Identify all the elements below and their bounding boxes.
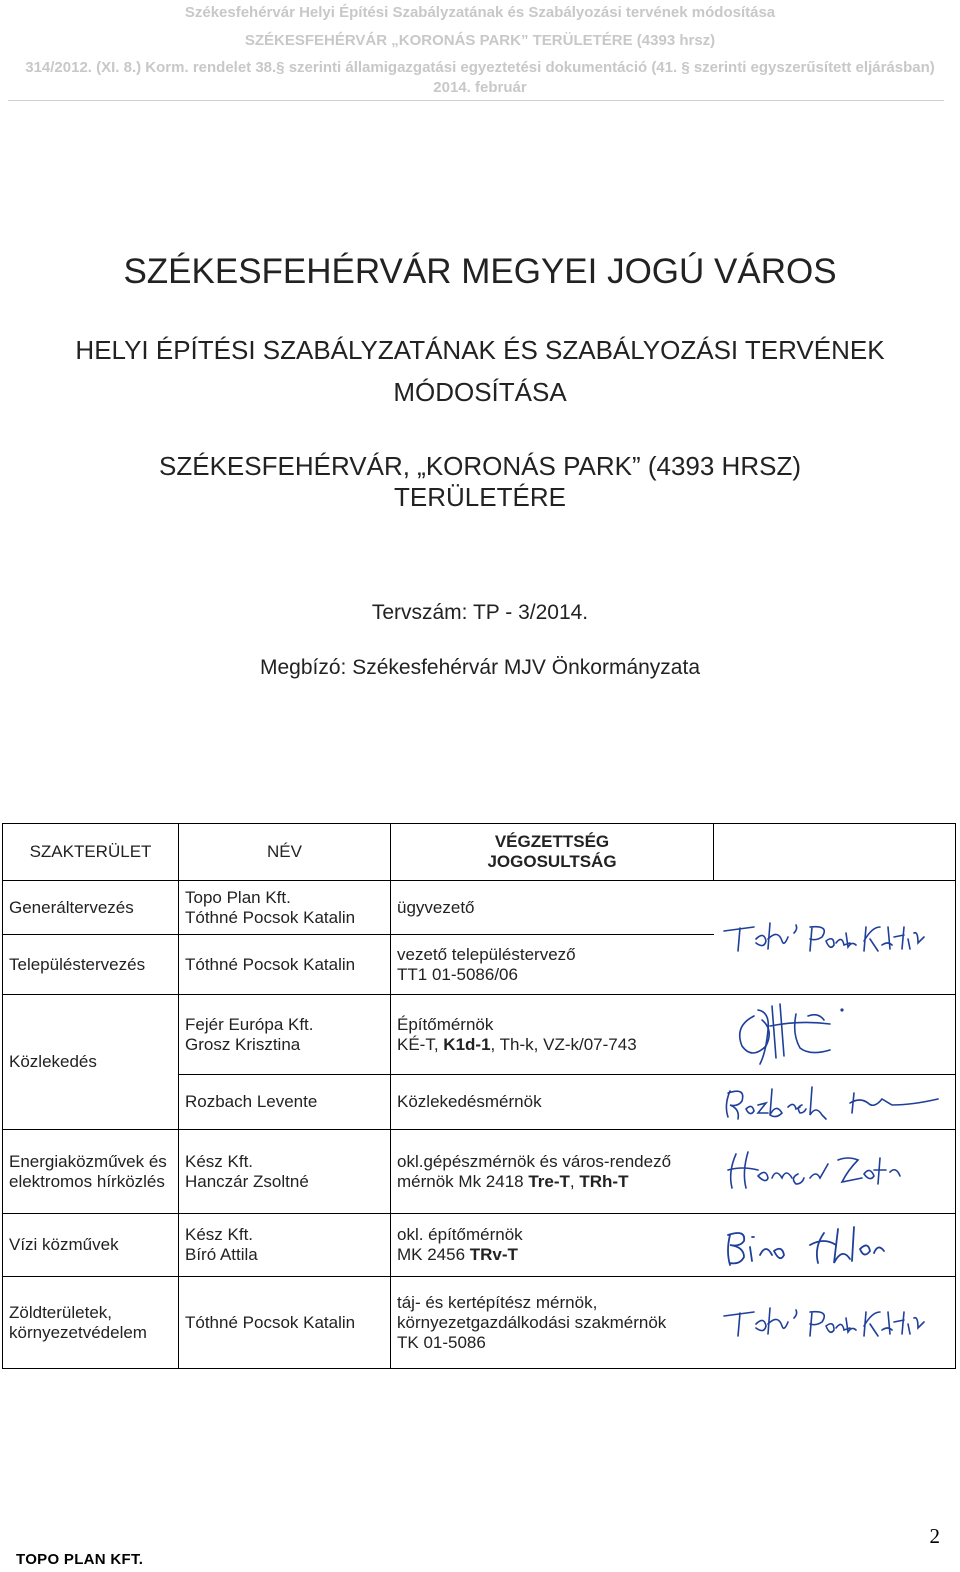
plan-number: Tervszám: TP - 3/2014. bbox=[371, 601, 589, 624]
header-divider bbox=[8, 100, 944, 101]
qual-line: TT1 01-5086/06 bbox=[397, 964, 518, 984]
page-number: 2 bbox=[929, 1524, 940, 1548]
field-line: környezetvédelem bbox=[9, 1322, 147, 1342]
field-line: Energiaközművek és bbox=[9, 1151, 167, 1171]
field-line: elektromos hírközlés bbox=[9, 1171, 165, 1191]
qual-line: okl. építőmérnök bbox=[397, 1225, 523, 1244]
signature-cell bbox=[714, 1130, 956, 1214]
signature-cell bbox=[714, 1214, 956, 1277]
qual-line: okl.gépészmérnök és város-rendező bbox=[397, 1151, 672, 1171]
cell-field: Generáltervezés bbox=[3, 881, 179, 935]
cell-qualification bbox=[391, 995, 714, 1075]
qual-line: vezető településtervező bbox=[397, 944, 576, 964]
client: Megbízó: Székesfehérvár MJV Önkormányzata bbox=[259, 656, 700, 679]
qual-line bbox=[397, 1172, 708, 1192]
table-row bbox=[3, 995, 956, 1075]
header-line-3: 314/2012. (XI. 8.) Korm. rendelet 38.§ szerinti államigazgatási egyeztetési dokumentáció (41. § szerinti egyszerűsített eljárásban) bbox=[25, 59, 935, 76]
staff-table bbox=[2, 823, 956, 1369]
signature-cell bbox=[714, 995, 956, 1075]
cell-name: Tóthné Pocsok Katalin bbox=[179, 935, 391, 995]
qual-text: , bbox=[569, 1171, 580, 1191]
cell-field: Településtervezés bbox=[3, 935, 179, 995]
footer-company: TOPO PLAN KFT. bbox=[16, 1551, 144, 1568]
cell-name bbox=[179, 995, 391, 1075]
cell-qualification: ügyvezető bbox=[391, 881, 714, 935]
qual-text: MK 2456 bbox=[397, 1245, 470, 1264]
subtitle-line-2: MÓDOSÍTÁSA bbox=[393, 377, 567, 407]
cell-field: Közlekedés bbox=[3, 995, 179, 1130]
cell-qualification bbox=[391, 935, 714, 995]
table-row bbox=[3, 1130, 956, 1214]
cell-qualification bbox=[391, 1277, 714, 1369]
table-row bbox=[3, 881, 956, 935]
name-line: Topo Plan Kft. bbox=[185, 887, 291, 907]
area-title-line-2: TERÜLETÉRE bbox=[394, 482, 566, 512]
cell-field bbox=[3, 1130, 179, 1214]
signature-cell bbox=[714, 1075, 956, 1130]
name-line: Fejér Európa Kft. bbox=[185, 1014, 314, 1034]
cell-field bbox=[3, 1277, 179, 1369]
header-line-4: 2014. február bbox=[433, 79, 527, 96]
qual-line: TK 01-5086 bbox=[397, 1332, 486, 1352]
cell-name: Rozbach Levente bbox=[179, 1075, 391, 1130]
city-title: SZÉKESFEHÉRVÁR MEGYEI JOGÚ VÁROS bbox=[123, 252, 837, 291]
header-signature bbox=[714, 824, 956, 881]
name-line: Kész Kft. bbox=[185, 1225, 254, 1244]
signature-grosz bbox=[714, 996, 954, 1074]
header-line-1: Székesfehérvár Helyi Építési Szabályzatának és Szabályozási tervének módosítása bbox=[184, 4, 776, 21]
table-row bbox=[3, 1214, 956, 1277]
subtitle-line-1: HELYI ÉPÍTÉSI SZABÁLYZATÁNAK ÉS SZABÁLYOZÁSI TERVÉNEK bbox=[75, 335, 885, 365]
header-line-2: SZÉKESFEHÉRVÁR „KORONÁS PARK” TERÜLETÉRE (4393 hrsz) bbox=[244, 32, 716, 49]
cell-qualification: Közlekedésmérnök bbox=[391, 1075, 714, 1130]
qual-code: Tre-T bbox=[528, 1171, 570, 1191]
cell-qualification bbox=[391, 1130, 714, 1214]
header-qual-line-2: JOGOSULTSÁG bbox=[487, 852, 617, 871]
signature-hanczar bbox=[714, 1142, 954, 1202]
signature-tothne-1 bbox=[714, 913, 954, 963]
field-line: Zöldterületek, bbox=[9, 1302, 112, 1322]
signature-cell bbox=[714, 1277, 956, 1369]
qual-code: TRh-T bbox=[579, 1171, 629, 1191]
signature-tothne-2 bbox=[714, 1298, 954, 1348]
qual-code: TRv-T bbox=[469, 1245, 518, 1264]
header-qual-line-1: VÉGZETTSÉG bbox=[494, 832, 610, 851]
signature-rozbach bbox=[714, 1077, 954, 1127]
qual-line bbox=[397, 1035, 708, 1055]
area-title-line-1: SZÉKESFEHÉRVÁR, „KORONÁS PARK” (4393 HRSZ) bbox=[159, 451, 801, 481]
cell-field: Vízi közművek bbox=[3, 1214, 179, 1277]
table-row bbox=[3, 1277, 956, 1369]
qual-text: KÉ-T, bbox=[397, 1034, 444, 1054]
name-line: Grosz Krisztina bbox=[185, 1034, 301, 1054]
cell-name bbox=[179, 1130, 391, 1214]
name-line: Kész Kft. bbox=[185, 1151, 254, 1171]
name-line: Bíró Attila bbox=[185, 1245, 258, 1264]
qual-line: Építőmérnök bbox=[397, 1014, 494, 1034]
cell-qualification bbox=[391, 1214, 714, 1277]
signature-cell bbox=[714, 881, 956, 995]
qual-line: táj- és kertépítész mérnök, bbox=[397, 1292, 598, 1312]
cell-name bbox=[179, 1214, 391, 1277]
name-line: Hanczár Zsoltné bbox=[185, 1171, 309, 1191]
qual-code: K1d-1 bbox=[443, 1034, 491, 1054]
header-qualification bbox=[391, 824, 714, 881]
qual-text: mérnök Mk 2418 bbox=[397, 1171, 529, 1191]
signature-biro bbox=[714, 1215, 954, 1275]
cell-name: Tóthné Pocsok Katalin bbox=[179, 1277, 391, 1369]
table-header-row bbox=[3, 824, 956, 881]
qual-text: , Th-k, VZ-k/07-743 bbox=[490, 1034, 637, 1054]
cell-name bbox=[179, 881, 391, 935]
header-name: NÉV bbox=[179, 824, 391, 881]
qual-line bbox=[397, 1245, 708, 1265]
header-field: SZAKTERÜLET bbox=[3, 824, 179, 881]
name-line: Tóthné Pocsok Katalin bbox=[185, 907, 356, 927]
qual-line: környezetgazdálkodási szakmérnök bbox=[397, 1312, 667, 1332]
